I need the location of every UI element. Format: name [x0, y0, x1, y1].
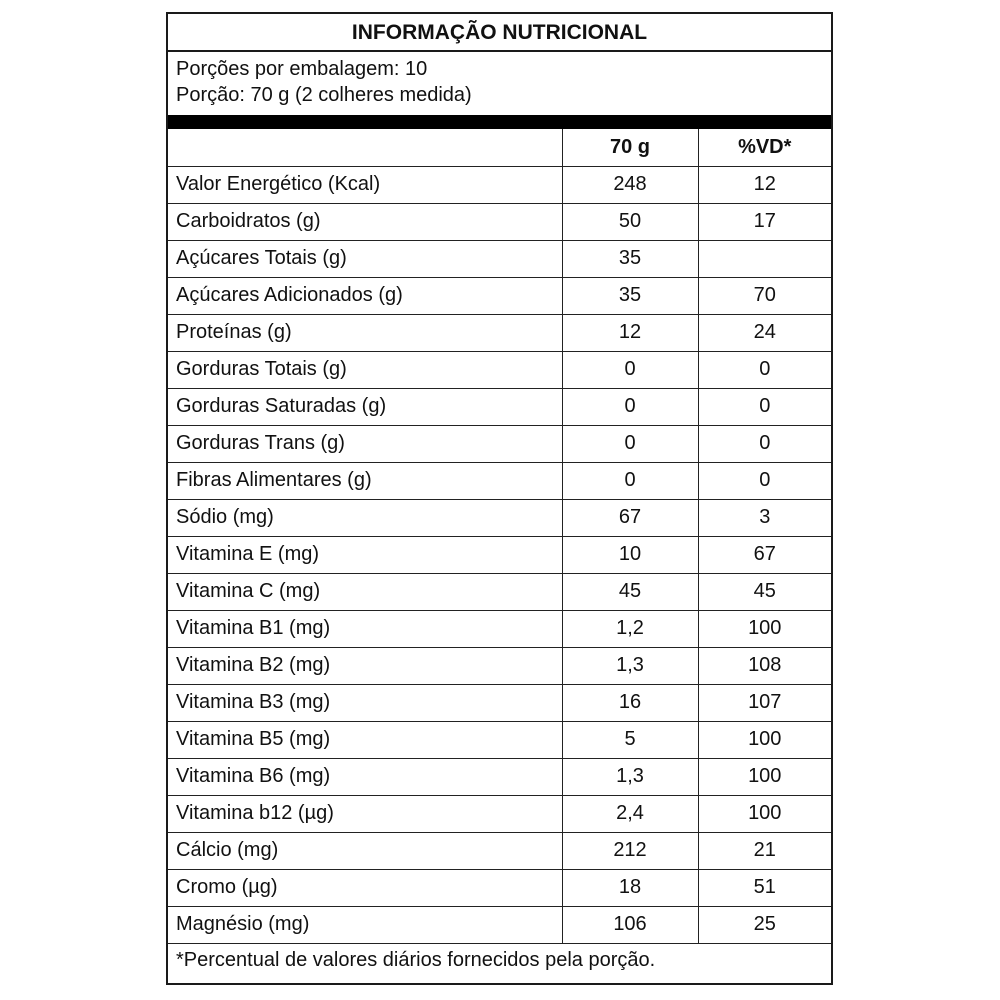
nutrient-daily-value: 0: [698, 388, 831, 425]
table-row: [168, 536, 831, 573]
table-row: [168, 166, 831, 203]
panel-title: INFORMAÇÃO NUTRICIONAL: [168, 14, 831, 52]
nutrient-amount: 2,4: [562, 795, 698, 832]
table-row: [168, 314, 831, 351]
table-row: [168, 869, 831, 906]
nutrient-daily-value: 45: [698, 573, 831, 610]
nutrient-amount: 50: [562, 203, 698, 240]
nutrient-name: Vitamina B2 (mg): [168, 647, 562, 684]
nutrient-amount: 248: [562, 166, 698, 203]
nutrient-amount: 5: [562, 721, 698, 758]
nutrition-facts-panel: [166, 12, 833, 985]
table-row: [168, 906, 831, 943]
table-row: [168, 684, 831, 721]
nutrient-daily-value: 108: [698, 647, 831, 684]
footnote: *Percentual de valores diários fornecidos pela porção.: [176, 948, 656, 971]
table-row: [168, 277, 831, 314]
nutrient-name: Vitamina B1 (mg): [168, 610, 562, 647]
nutrient-amount: 0: [562, 388, 698, 425]
nutrient-name: Carboidratos (g): [168, 203, 562, 240]
nutrient-name: Vitamina B5 (mg): [168, 721, 562, 758]
nutrient-daily-value: 12: [698, 166, 831, 203]
nutrient-daily-value: 100: [698, 758, 831, 795]
nutrient-name: Sódio (mg): [168, 499, 562, 536]
nutrient-daily-value: 3: [698, 499, 831, 536]
nutrient-name: Açúcares Adicionados (g): [168, 277, 562, 314]
nutrient-name: Vitamina B6 (mg): [168, 758, 562, 795]
table-row: [168, 425, 831, 462]
nutrient-name: Açúcares Totais (g): [168, 240, 562, 277]
table-body: [168, 166, 831, 943]
table-row: [168, 832, 831, 869]
nutrient-daily-value: 70: [698, 277, 831, 314]
nutrient-amount: 0: [562, 425, 698, 462]
nutrient-amount: 1,3: [562, 758, 698, 795]
nutrient-amount: 1,2: [562, 610, 698, 647]
nutrient-amount: 45: [562, 573, 698, 610]
nutrient-name: Gorduras Saturadas (g): [168, 388, 562, 425]
table-row: [168, 388, 831, 425]
nutrient-daily-value: 0: [698, 462, 831, 499]
nutrient-name: Proteínas (g): [168, 314, 562, 351]
nutrient-daily-value: 21: [698, 832, 831, 869]
nutrient-name: Vitamina b12 (µg): [168, 795, 562, 832]
table-row: [168, 758, 831, 795]
nutrient-amount: 16: [562, 684, 698, 721]
thick-divider: [168, 115, 831, 129]
servings-per-package: Porções por embalagem: 10: [176, 58, 428, 80]
nutrient-daily-value: 100: [698, 610, 831, 647]
header-amount: 70 g: [562, 129, 698, 166]
serving-info: [168, 52, 831, 115]
nutrient-name: Valor Energético (Kcal): [168, 166, 562, 203]
nutrient-daily-value: [698, 240, 831, 277]
nutrient-daily-value: 107: [698, 684, 831, 721]
nutrition-table: [168, 129, 831, 944]
table-row: [168, 462, 831, 499]
nutrient-name: Vitamina B3 (mg): [168, 684, 562, 721]
nutrient-amount: 12: [562, 314, 698, 351]
nutrient-amount: 10: [562, 536, 698, 573]
nutrient-daily-value: 51: [698, 869, 831, 906]
nutrient-name: Gorduras Trans (g): [168, 425, 562, 462]
nutrient-amount: 1,3: [562, 647, 698, 684]
nutrient-daily-value: 24: [698, 314, 831, 351]
nutrient-amount: 212: [562, 832, 698, 869]
nutrient-name: Gorduras Totais (g): [168, 351, 562, 388]
nutrient-amount: 106: [562, 906, 698, 943]
table-row: [168, 499, 831, 536]
nutrient-daily-value: 17: [698, 203, 831, 240]
nutrient-daily-value: 67: [698, 536, 831, 573]
nutrient-name: Vitamina E (mg): [168, 536, 562, 573]
nutrient-name: Cálcio (mg): [168, 832, 562, 869]
table-row: [168, 795, 831, 832]
nutrient-amount: 35: [562, 240, 698, 277]
table-row: [168, 647, 831, 684]
nutrient-amount: 35: [562, 277, 698, 314]
nutrient-daily-value: 0: [698, 351, 831, 388]
nutrient-amount: 0: [562, 462, 698, 499]
nutrient-name: Cromo (µg): [168, 869, 562, 906]
table-row: [168, 240, 831, 277]
nutrient-name: Magnésio (mg): [168, 906, 562, 943]
table-header-row: [168, 129, 831, 166]
nutrient-amount: 18: [562, 869, 698, 906]
nutrient-name: Fibras Alimentares (g): [168, 462, 562, 499]
header-daily-value: %VD*: [698, 129, 831, 166]
nutrient-amount: 0: [562, 351, 698, 388]
nutrient-daily-value: 0: [698, 425, 831, 462]
nutrient-daily-value: 100: [698, 795, 831, 832]
nutrient-amount: 67: [562, 499, 698, 536]
header-nutrient: [168, 129, 562, 166]
nutrient-name: Vitamina C (mg): [168, 573, 562, 610]
table-row: [168, 573, 831, 610]
serving-size: Porção: 70 g (2 colheres medida): [176, 84, 472, 106]
table-row: [168, 203, 831, 240]
table-row: [168, 610, 831, 647]
nutrient-daily-value: 100: [698, 721, 831, 758]
nutrient-daily-value: 25: [698, 906, 831, 943]
table-row: [168, 351, 831, 388]
table-row: [168, 721, 831, 758]
